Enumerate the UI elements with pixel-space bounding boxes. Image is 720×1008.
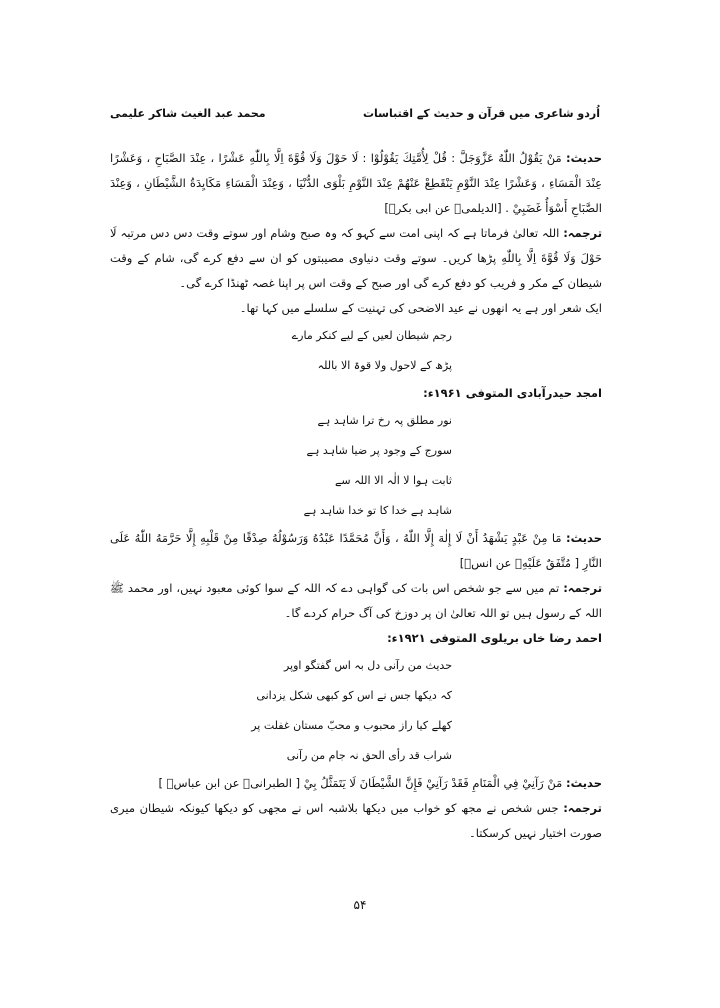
hadith-label: حدیث: bbox=[565, 776, 602, 790]
translation-label: ترجمہ: bbox=[563, 801, 602, 815]
hadith-text: مَنْ رَآنِيْ فِي الْمَنَامِ فَقَدْ رَآنِيْ فَإِنَّ الشَّيْطَانَ لَا يَتَمَثَّلُ بِيْ [ الطبرانی۔ عن ابن عباسؓ ] bbox=[158, 776, 563, 790]
verse-line: کھلے کیا راز محبوب و محبّ مستان غفلت پر bbox=[251, 719, 452, 732]
verse-line: نور مطلق پہ رخ ترا شاہد ہے bbox=[317, 414, 452, 427]
hadith-3 bbox=[110, 771, 602, 796]
verse-line: کہ دیکھا جس نے اس کو کبھی شکل یزدانی bbox=[256, 689, 452, 702]
verse-line: شاہد ہے خدا کا تو خدا شاہد ہے bbox=[303, 504, 452, 517]
quatrain-1 bbox=[110, 406, 602, 526]
verse-line: سورج کے وجود پر ضیا شاہد ہے bbox=[306, 444, 452, 457]
hadith-label: حدیث: bbox=[565, 531, 602, 545]
verse-line: پڑھ کے لاحول ولا قوۃ الا باللہ bbox=[317, 359, 452, 372]
verse-line: شراب قد رأی الحق نہ جام من رآنی bbox=[286, 749, 452, 762]
page-body bbox=[110, 146, 602, 846]
translation-text: اللہ تعالیٰ فرماتا ہے کہ اپنی امت سے کہو کہ وہ صبح وشام اور سوتے وقت دس دس مرتبہ لَا حَوْلَ وَلَا قُوَّةَ اِلَّا بِاللّٰهِ پڑھا کریں۔ سوتے وقت دنیاوی مصیبتوں کو ان سے دفع کرے گی، شام کے وقت شیطان کے مکر و فریب کو دفع کرے گی اور صبح کے وقت اس پر اپنا غصہ ٹھنڈا کرے گی۔ bbox=[110, 226, 602, 290]
verse-line: رجم شیطان لعیں کے لیے کنکر مارے bbox=[291, 329, 452, 342]
hadith-2 bbox=[110, 526, 602, 576]
book-title: اُردو شاعری میں قرآن و حدیث کے اقتباسات bbox=[362, 107, 600, 120]
verse-line: حدیث من رآنی دل بہ اس گفتگو اوپر bbox=[283, 659, 452, 672]
translation-label: ترجمہ: bbox=[563, 226, 603, 240]
translation-1 bbox=[110, 221, 602, 296]
author-name: محمد عبد الغیث شاکر علیمی bbox=[110, 107, 266, 120]
running-header bbox=[110, 107, 600, 127]
translation-text: تم میں سے جو شخص اس بات کی گواہی دے کہ اللہ کے سوا کوئی معبود نہیں، اور محمد ﷺ اللہ کے رسول ہیں تو اللہ تعالیٰ ان پر دوزخ کی آگ حرام کردے گا۔ bbox=[110, 581, 602, 620]
hadith-label: حدیث: bbox=[565, 151, 602, 165]
poet-heading: امجد حیدرآبادی المتوفی ۱۹۶۱ء: bbox=[423, 386, 602, 400]
translation-2 bbox=[110, 576, 602, 626]
poet-heading: احمد رضا خاں بریلوی المتوفی ۱۹۲۱ء: bbox=[387, 631, 602, 645]
translation-text: جس شخص نے مجھ کو خواب میں دیکھا بلاشبہ اس نے مجھی کو دیکھا کیونکہ شیطان میری صورت اختیار نہیں کرسکتا۔ bbox=[110, 801, 602, 840]
couplet-1 bbox=[110, 321, 602, 381]
translation-label: ترجمہ: bbox=[563, 581, 603, 595]
quatrain-2 bbox=[110, 651, 602, 771]
page-number: ۵۴ bbox=[353, 898, 367, 912]
translation-3 bbox=[110, 796, 602, 846]
intro-line: ایک شعر اور ہے یہ انھوں نے عید الاضحی کی تہنیت کے سلسلے میں کہا تھا۔ bbox=[239, 301, 602, 315]
hadith-1 bbox=[110, 146, 602, 221]
verse-line: ثابت ہوا لا الٰہ الا اللہ سے bbox=[334, 474, 452, 487]
hadith-text: مَا مِنْ عَبْدٍ يَشْهَدُ أَنْ لَا إِلٰهَ إِلَّا اللّٰهُ ، وَأَنَّ مُحَمَّدًا عَبْدُهُ وَرَسُوْلُهُ صِدْقًا مِنْ قَلْبِهِ إِلَّا حَرَّمَهُ اللّٰهُ عَلَى النَّارِ [ مُتَّفَقٌ عَلَيْهِ۔ عن انسؓ] bbox=[110, 531, 602, 570]
hadith-text: مَنْ يَقُوْلُ اللّٰهُ عَزَّوَجَلَّ : قُلْ لِأُمَّتِكَ يَقُوْلُوْا : لَا حَوْلَ وَلَا قُوَّةَ اِلَّا بِاللّٰهِ عَشْرًا ، عِنْدَ الصَّبَاحِ ، وَعَشْرًا عِنْدَ الْمَسَاءِ ، وَعَشْرًا عِنْدَ النَّوْمِ يَنْقَطِعْ عَنْهُمْ عِنْدَ النَّوْمِ بَلْوَى الدُّنْيَا ، وَعِنْدَ الْمَسَاءِ مَكَايِدَةُ الشَّيْطَانِ ، وَعِنْدَ الصَّبَاحِ أَسْوَأُ غَضَبِيْ . [الديلمی۔ عن ابی بکرؓ] bbox=[110, 151, 602, 215]
